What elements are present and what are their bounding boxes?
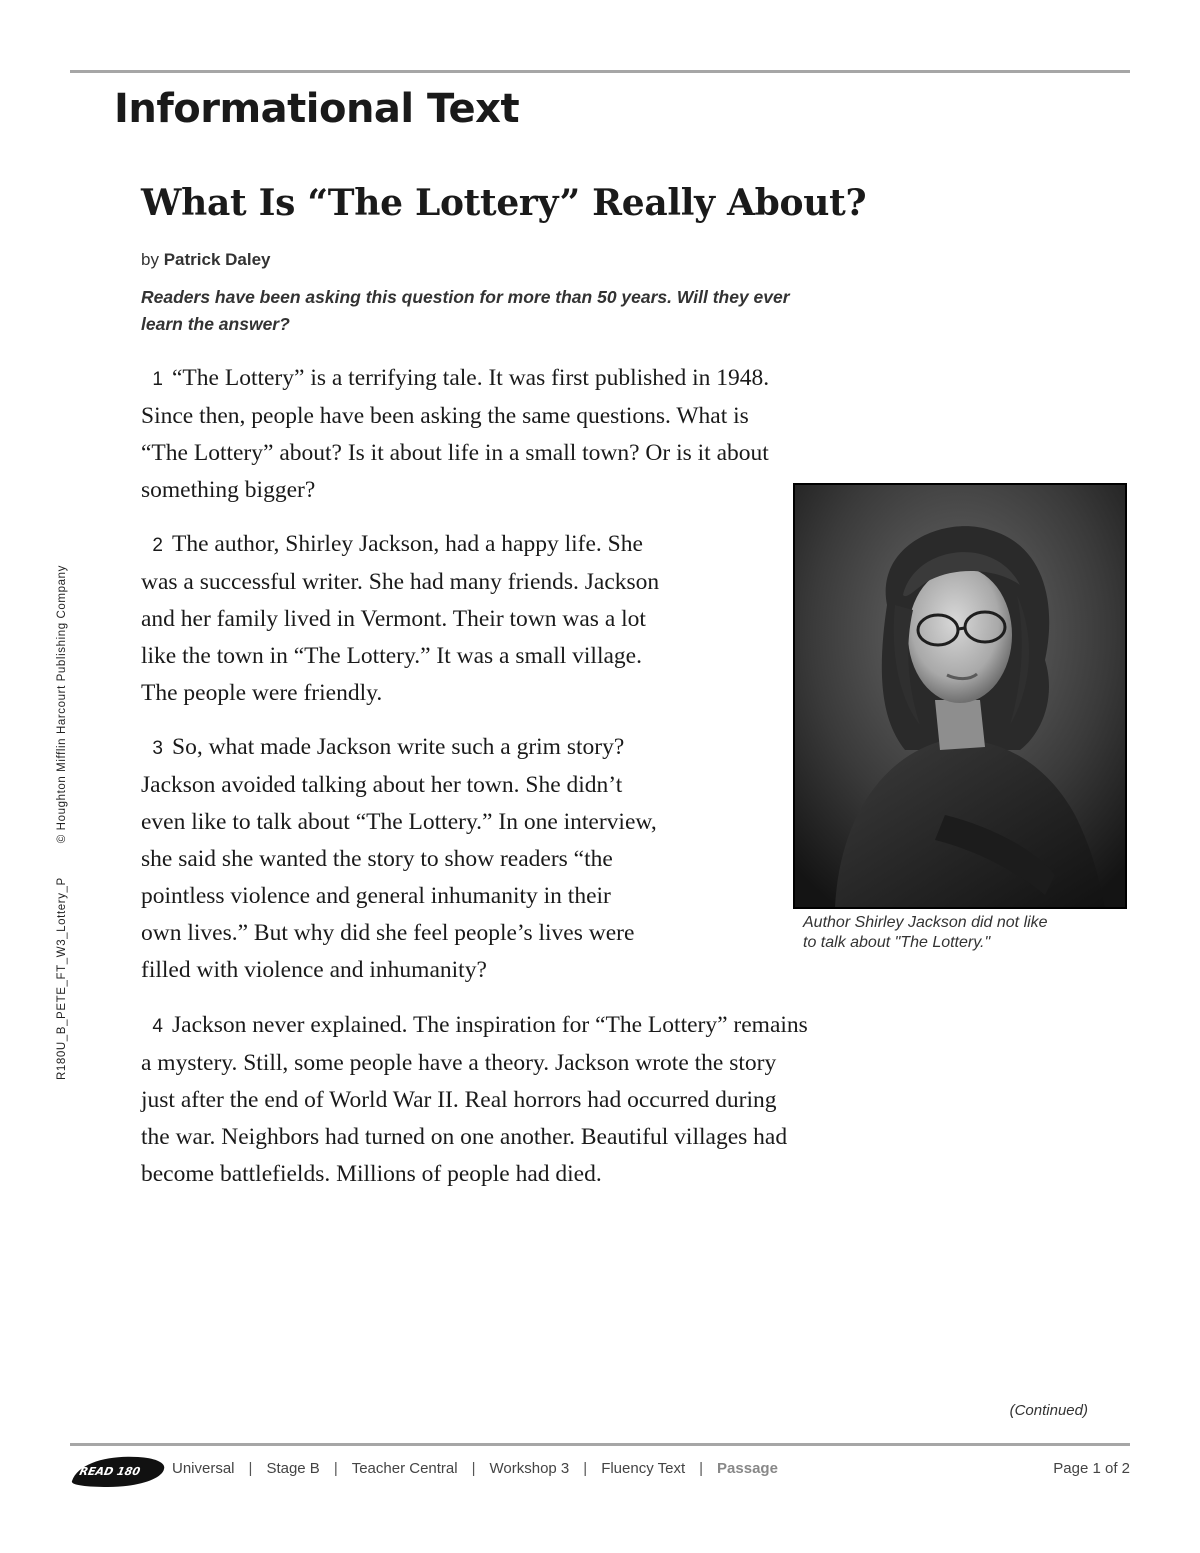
- author-name: Patrick Daley: [163, 250, 271, 269]
- paragraph-line: and her family lived in Vermont. Their town was a lot: [141, 606, 646, 632]
- paragraph-line: So, what made Jackson write such a grim story?: [172, 734, 625, 760]
- section-title: Informational Text: [114, 86, 520, 132]
- caption-line: Author Shirley Jackson did not like: [803, 914, 1048, 931]
- paragraph-line: just after the end of World War II. Real horrors had occurred during: [141, 1087, 777, 1113]
- caption-line: to talk about "The Lottery.": [803, 934, 991, 951]
- byline-prefix: by: [141, 250, 159, 269]
- paragraph-number: 4: [152, 1016, 163, 1037]
- paragraph-line: she said she wanted the story to show readers “the: [141, 846, 613, 872]
- paragraph-2: [141, 526, 659, 712]
- paragraph-4: [141, 1007, 808, 1193]
- deck-line: Readers have been asking this question for more than 50 years. Will they ever: [141, 287, 790, 307]
- footer-item-teacher-central: Teacher Central: [351, 1460, 458, 1477]
- footer-item-passage: Passage: [717, 1460, 778, 1477]
- paragraph-line: pointless violence and general inhumanity in their: [141, 883, 611, 909]
- footer-separator: |: [583, 1460, 588, 1477]
- paragraph-line: like the town in “The Lottery.” It was a small village.: [141, 643, 642, 669]
- file-code: R180U_B_PETE_FT_W3_Lottery_P: [56, 877, 68, 1080]
- footer-separator: |: [471, 1460, 476, 1477]
- footer-breadcrumb: [172, 1460, 778, 1477]
- byline: [141, 250, 271, 270]
- photo-caption: [803, 913, 1123, 953]
- footer-item-universal: Universal: [172, 1460, 235, 1477]
- page-number: Page 1 of 2: [1053, 1460, 1130, 1477]
- footer-item-fluency-text: Fluency Text: [601, 1460, 686, 1477]
- deck-line: learn the answer?: [141, 314, 290, 334]
- read180-logo-mark: [68, 1451, 168, 1489]
- paragraph-line: Since then, people have been asking the same questions. What is: [141, 403, 749, 429]
- bottom-divider: [70, 1443, 1130, 1446]
- paragraph-line: own lives.” But why did she feel people’s lives were: [141, 920, 635, 946]
- paragraph-line: a mystery. Still, some people have a theory. Jackson wrote the story: [141, 1050, 777, 1076]
- paragraph-number: 3: [152, 738, 163, 759]
- paragraph-line: The people were friendly.: [141, 680, 383, 706]
- logo-lettering: READ 180: [78, 1465, 142, 1478]
- footer-separator: |: [248, 1460, 253, 1477]
- footer-separator: |: [333, 1460, 338, 1477]
- copyright-notice: © Houghton Mifflin Harcourt Publishing Company: [56, 565, 68, 844]
- read180-logo: [68, 1451, 168, 1494]
- paragraph-3: [141, 729, 657, 989]
- footer-separator: |: [699, 1460, 704, 1477]
- continued-label: (Continued): [1009, 1402, 1088, 1419]
- paragraph-number: 2: [152, 535, 163, 556]
- article-deck: [141, 284, 921, 338]
- paragraph-line: the war. Neighbors had turned on one another. Beautiful villages had: [141, 1124, 788, 1150]
- paragraph-number: 1: [152, 369, 163, 390]
- author-portrait-image: [795, 485, 1125, 907]
- paragraph-line: Jackson never explained. The inspiration for “The Lottery” remains: [172, 1012, 808, 1038]
- footer-item-stage: Stage B: [266, 1460, 320, 1477]
- article-title: What Is “The Lottery” Really About?: [141, 182, 867, 224]
- vertical-sidebar: [56, 565, 68, 1080]
- paragraph-line: even like to talk about “The Lottery.” In one interview,: [141, 809, 657, 835]
- paragraph-1: [141, 360, 769, 509]
- paragraph-line: “The Lottery” about? Is it about life in a small town? Or is it about: [141, 440, 769, 466]
- paragraph-line: Jackson avoided talking about her town. She didn’t: [141, 772, 623, 798]
- author-photo: [793, 483, 1127, 909]
- footer-item-workshop: Workshop 3: [489, 1460, 570, 1477]
- paragraph-line: “The Lottery” is a terrifying tale. It was first published in 1948.: [172, 365, 770, 391]
- top-divider: [70, 70, 1130, 73]
- paragraph-line: something bigger?: [141, 477, 316, 503]
- paragraph-line: filled with violence and inhumanity?: [141, 957, 487, 983]
- paragraph-line: was a successful writer. She had many friends. Jackson: [141, 569, 660, 595]
- paragraph-line: become battlefields. Millions of people had died.: [141, 1161, 602, 1187]
- paragraph-line: The author, Shirley Jackson, had a happy life. She: [172, 531, 643, 557]
